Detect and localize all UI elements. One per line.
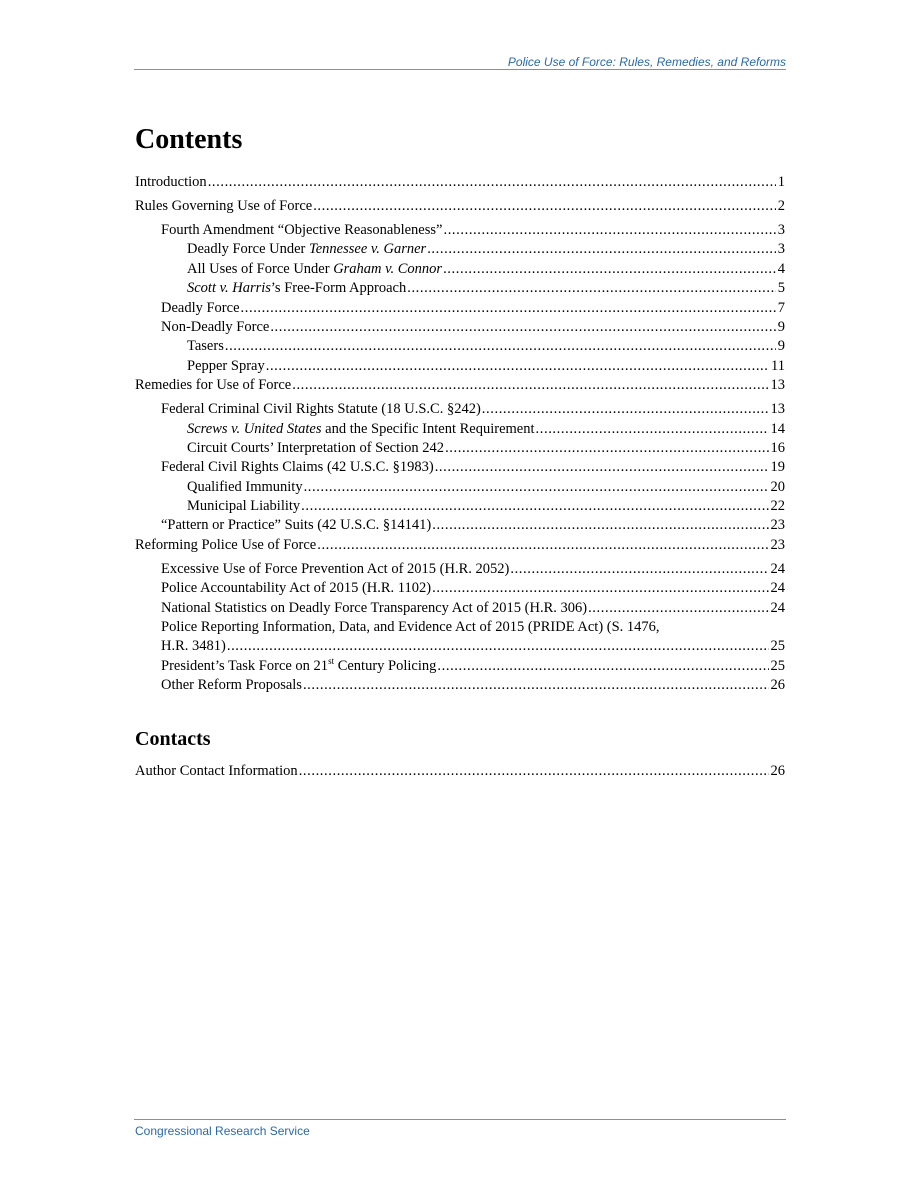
toc-page-number: 13: [770, 401, 785, 418]
toc-page-number: 9: [777, 318, 785, 335]
toc-entry-label: Scott v. Harris’s Free-Form Approach: [187, 280, 407, 297]
toc-entry-pride-act[interactable]: [135, 618, 785, 657]
dot-leader: [317, 536, 768, 555]
toc-page-number: 13: [770, 377, 785, 394]
toc-entry-label: Screws v. United States and the Specific Intent Requirement: [187, 420, 535, 437]
toc-page-number: 11: [771, 357, 785, 374]
header-rule: [134, 69, 786, 70]
toc-entry-label: Introduction: [135, 174, 207, 190]
dot-leader: [435, 458, 769, 477]
toc-entry-rules[interactable]: [135, 197, 785, 221]
toc-entry-criminal-statute[interactable]: [135, 400, 785, 419]
toc-page-number: 23: [770, 536, 785, 553]
toc-entry-label: Municipal Liability: [187, 498, 301, 515]
toc-page-number: 2: [777, 198, 785, 214]
toc-entry-other-reforms[interactable]: [135, 676, 785, 695]
case-name: Tennessee v. Garner: [309, 241, 427, 258]
toc-entry-label: President’s Task Force on 21st Century Policing: [161, 655, 437, 674]
dot-leader: [510, 560, 768, 579]
toc-entry-label: Federal Criminal Civil Rights Statute (18 U.S.C. §242): [161, 401, 481, 418]
contacts-heading: Contacts: [135, 728, 211, 750]
toc-entry-municipal-liability[interactable]: [135, 497, 785, 516]
dot-leader: [313, 197, 776, 216]
table-of-contents: [135, 173, 785, 696]
case-name: Screws v. United States: [187, 420, 322, 437]
toc-entry-label: “Pattern or Practice” Suits (42 U.S.C. §14141): [161, 517, 432, 534]
dot-leader: [445, 439, 768, 458]
toc-page-number: 23: [770, 517, 785, 534]
ordinal-suffix: st: [328, 655, 335, 666]
toc-entry-reforming[interactable]: [135, 536, 785, 560]
toc-entry-graham[interactable]: [135, 260, 785, 279]
toc-page-number: 24: [770, 560, 785, 577]
toc-entry-label: All Uses of Force Under Graham v. Connor: [187, 260, 443, 277]
dot-leader: [482, 400, 769, 419]
toc-entry-label: Rules Governing Use of Force: [135, 198, 313, 214]
dot-leader: [301, 497, 768, 516]
toc-entry-label-line2-row: [135, 637, 785, 656]
toc-entry-qualified-immunity[interactable]: [135, 478, 785, 497]
toc-entry-task-force[interactable]: [135, 657, 785, 676]
dot-leader: [304, 478, 769, 497]
toc-entry-label: Tasers: [187, 338, 224, 355]
footer-rule: [134, 1119, 786, 1120]
toc-page-number: 22: [770, 498, 785, 515]
dot-leader: [208, 173, 776, 192]
toc-entry-label: Police Accountability Act of 2015 (H.R. 1102): [161, 580, 432, 597]
toc-entry-scott[interactable]: [135, 279, 785, 298]
toc-entry-author-contact[interactable]: [135, 762, 785, 786]
toc-entry-pepper-spray[interactable]: [135, 357, 785, 376]
dot-leader: [437, 657, 768, 676]
toc-page-number: 25: [770, 657, 785, 674]
toc-entry-label: Fourth Amendment “Objective Reasonableness”: [161, 222, 443, 238]
toc-page-number: 16: [770, 439, 785, 456]
toc-entry-civil-claims[interactable]: [135, 458, 785, 477]
dot-leader: [299, 762, 769, 781]
dot-leader: [227, 637, 769, 656]
dot-leader: [292, 376, 768, 395]
toc-entry-introduction[interactable]: [135, 173, 785, 197]
toc-entry-circuit-courts[interactable]: [135, 439, 785, 458]
case-name: Graham v. Connor: [333, 260, 443, 277]
toc-page-number: 24: [770, 599, 785, 616]
toc-page-number: 20: [770, 478, 785, 495]
case-name: Scott v. Harris: [187, 280, 271, 297]
toc-entry-label: Federal Civil Rights Claims (42 U.S.C. §1983): [161, 459, 434, 476]
toc-entry-label: Qualified Immunity: [187, 478, 303, 495]
toc-page-number: 24: [770, 580, 785, 597]
toc-page-number: 14: [770, 420, 785, 437]
toc-page-number: 3: [777, 241, 785, 258]
toc-page-number: 4: [777, 260, 785, 277]
toc-entry-remedies[interactable]: [135, 376, 785, 400]
dot-leader: [588, 599, 768, 618]
dot-leader: [443, 260, 776, 279]
dot-leader: [407, 279, 776, 298]
toc-page-number: 26: [770, 677, 785, 694]
toc-entry-fourth-amendment[interactable]: [135, 221, 785, 240]
running-header: Police Use of Force: Rules, Remedies, and Reforms: [507, 55, 786, 69]
toc-entry-non-deadly-force[interactable]: [135, 318, 785, 337]
toc-entry-label: Author Contact Information: [135, 763, 298, 779]
toc-entry-label: Circuit Courts’ Interpretation of Section 242: [187, 439, 445, 456]
dot-leader: [241, 299, 776, 318]
toc-entry-deadly-force[interactable]: [135, 299, 785, 318]
toc-entry-label: National Statistics on Deadly Force Transparency Act of 2015 (H.R. 306): [161, 599, 588, 616]
toc-entry-label: Pepper Spray: [187, 357, 265, 374]
toc-entry-hr1102[interactable]: [135, 579, 785, 598]
dot-leader: [225, 337, 776, 356]
dot-leader: [266, 357, 769, 376]
toc-entry-label: Deadly Force Under Tennessee v. Garner: [187, 241, 427, 258]
toc-entry-label: Other Reform Proposals: [161, 677, 302, 694]
dot-leader: [432, 579, 768, 598]
toc-entry-tasers[interactable]: [135, 337, 785, 356]
toc-entry-label: Remedies for Use of Force: [135, 377, 292, 394]
toc-page-number: 25: [770, 638, 785, 655]
footer-org: Congressional Research Service: [135, 1124, 310, 1138]
dot-leader: [443, 221, 775, 240]
toc-page-number: 5: [777, 280, 785, 297]
dot-leader: [427, 240, 776, 259]
toc-entry-pattern-practice[interactable]: [135, 516, 785, 535]
dot-leader: [303, 676, 769, 695]
toc-entry-label: Deadly Force: [161, 299, 240, 316]
toc-entry-hr2052[interactable]: [135, 560, 785, 579]
contacts-list: [135, 762, 785, 786]
dot-leader: [270, 318, 775, 337]
toc-entry-label: Reforming Police Use of Force: [135, 536, 317, 553]
dot-leader: [432, 516, 768, 535]
toc-page-number: 1: [777, 174, 785, 190]
toc-page-number: 26: [770, 763, 785, 779]
toc-page-number: 19: [770, 459, 785, 476]
toc-entry-label-line1: Police Reporting Information, Data, and Evidence Act of 2015 (PRIDE Act) (S. 1476,: [161, 619, 660, 636]
toc-entry-label: H.R. 3481): [161, 638, 226, 655]
toc-entry-label: Excessive Use of Force Prevention Act of 2015 (H.R. 2052): [161, 560, 510, 577]
toc-page-number: 7: [777, 299, 785, 316]
toc-entry-garner[interactable]: [135, 240, 785, 259]
toc-entry-screws[interactable]: [135, 420, 785, 439]
toc-page-number: 3: [777, 222, 785, 238]
toc-entry-hr306[interactable]: [135, 599, 785, 618]
toc-page-number: 9: [777, 338, 785, 355]
dot-leader: [536, 420, 769, 439]
toc-entry-label: Non-Deadly Force: [161, 318, 270, 335]
contents-heading: Contents: [135, 124, 243, 155]
